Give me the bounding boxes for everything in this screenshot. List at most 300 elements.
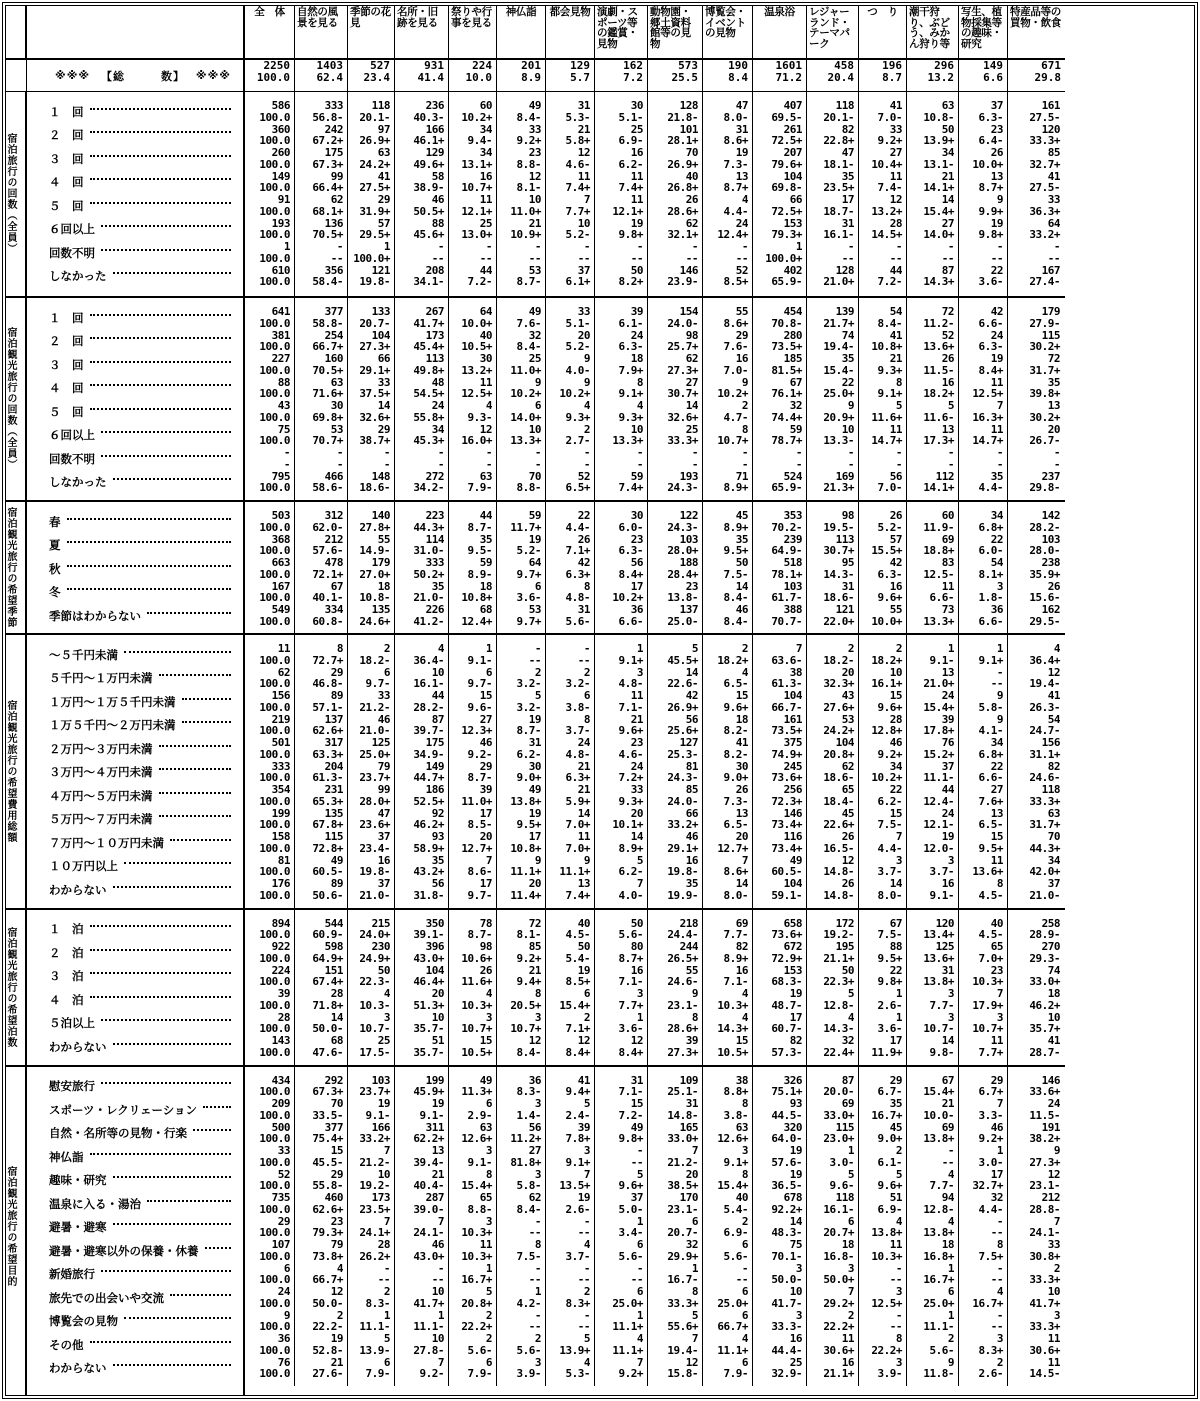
cell-percent: 22.0+ <box>823 614 854 628</box>
cell-count: 8 <box>534 987 541 1001</box>
data-cell <box>245 1356 290 1379</box>
data-cell <box>546 1262 590 1285</box>
cell-percent: 41.2- <box>413 614 444 628</box>
cell-percent: 72.1+ <box>312 567 343 581</box>
cell-percent: 3.6- <box>618 1022 643 1036</box>
data-cell <box>703 241 748 264</box>
cell-percent: 9.2+ <box>516 134 541 148</box>
cell-percent: 8.0- <box>877 888 902 902</box>
data-cell <box>395 170 444 193</box>
cell-count: 47 <box>735 99 748 113</box>
cell-percent: 100.0 <box>259 1155 290 1169</box>
data-cell <box>348 831 390 854</box>
row-label <box>27 604 239 627</box>
data-cell <box>348 423 390 446</box>
data-cell <box>959 470 1003 493</box>
row-label-text: ４万円～５万円未満 <box>49 788 153 803</box>
cell-percent: 22.2+ <box>871 1343 902 1357</box>
data-cell <box>395 1098 444 1121</box>
total-count: 129 <box>570 59 590 72</box>
data-cell <box>807 855 854 878</box>
cell-count: 161 <box>1041 99 1060 113</box>
cell-percent: 13.3+ <box>510 434 541 448</box>
data-cell <box>595 1286 643 1309</box>
data-cell <box>449 918 492 941</box>
cell-percent: 10.7+ <box>972 1022 1003 1036</box>
cell-count: 17 <box>479 806 492 820</box>
cell-count: 5 <box>636 1167 643 1181</box>
data-cell <box>395 737 444 760</box>
data-cell <box>595 878 643 901</box>
cell-percent: 66.7- <box>771 700 802 714</box>
cell-count: 19 <box>528 532 541 546</box>
data-cell <box>753 1333 802 1356</box>
cell-percent: 10.3+ <box>717 998 748 1012</box>
cell-percent: 6.1+ <box>565 275 590 289</box>
cell-percent: 45.5+ <box>667 653 698 667</box>
data-cell <box>348 580 390 603</box>
cell-count: 62 <box>685 352 698 366</box>
data-cell <box>546 580 590 603</box>
cell-percent: 14.7+ <box>972 434 1003 448</box>
cell-count: 137 <box>679 603 698 616</box>
cell-count: 1 <box>383 240 390 254</box>
cell-count: 56 <box>528 1120 541 1134</box>
cell-percent: 100.0 <box>259 975 290 989</box>
cell-count: 50 <box>630 263 643 277</box>
data-cell <box>1008 988 1060 1011</box>
cell-percent: 14.0+ <box>923 228 954 242</box>
data-cell <box>245 831 290 854</box>
cell-percent: 26.7- <box>1029 434 1060 448</box>
cell-percent: 3.9- <box>877 1367 902 1381</box>
data-cell <box>348 1216 390 1239</box>
data-cell <box>546 170 590 193</box>
cell-count: 118 <box>835 1191 854 1205</box>
data-cell <box>703 1286 748 1309</box>
cell-count: 93 <box>431 830 444 844</box>
cell-count: 104 <box>783 877 802 891</box>
data-cell <box>703 1309 748 1332</box>
row-label-text: ３ 回 <box>49 357 84 372</box>
section-row-labels <box>27 92 243 296</box>
cell-percent: 100.0 <box>259 818 290 832</box>
cell-count: 1 <box>283 240 290 254</box>
cell-count: 3 <box>996 1332 1003 1346</box>
leader-dots <box>90 384 232 386</box>
data-cell <box>1008 1122 1060 1145</box>
cell-percent: 43.0+ <box>413 951 444 965</box>
cell-percent: 32.7+ <box>972 1179 1003 1193</box>
cell-count: 10 <box>889 665 902 679</box>
data-cell <box>959 194 1003 217</box>
cell-percent: 67.3+ <box>312 157 343 171</box>
cell-count: 7 <box>1053 1214 1060 1228</box>
data-cell <box>859 1309 902 1332</box>
cell-count: 8 <box>691 1010 698 1024</box>
cell-count: 4 <box>947 1167 954 1181</box>
cell-count: - <box>895 1261 902 1275</box>
cell-percent: 7.5- <box>723 567 748 581</box>
data-cell <box>807 965 854 988</box>
cell-count: 45 <box>735 509 748 523</box>
data-cell <box>959 100 1003 123</box>
cell-count: 5 <box>847 987 854 1001</box>
cell-percent: 20.8+ <box>823 747 854 761</box>
data-cell <box>959 1122 1003 1145</box>
row-label <box>27 714 239 737</box>
cell-count: 26 <box>841 830 854 844</box>
leader-dots <box>90 108 232 110</box>
row-label <box>27 1169 239 1192</box>
cell-count: 212 <box>324 532 343 546</box>
cell-percent: 20.1- <box>359 110 390 124</box>
data-cell <box>907 1169 954 1192</box>
cell-count: 26 <box>889 509 902 523</box>
cell-percent: 45.3+ <box>413 434 444 448</box>
cell-count: 135 <box>371 603 390 616</box>
data-cell <box>703 470 748 493</box>
data-cell <box>295 918 343 941</box>
data-cell <box>245 1239 290 1262</box>
cell-percent: 9.1- <box>929 653 954 667</box>
data-cell <box>449 423 492 446</box>
row-label <box>27 557 239 580</box>
cell-count: 6 <box>741 1285 748 1299</box>
cell-percent: 21.2- <box>359 1155 390 1169</box>
data-cell <box>245 643 290 666</box>
data-cell <box>395 1122 444 1145</box>
total-percent: 13.2 <box>927 70 954 84</box>
data-cell <box>595 1012 643 1035</box>
cell-percent: 6.6- <box>978 614 1003 628</box>
row-label-text: ３ 回 <box>49 151 84 166</box>
data-cell <box>449 1075 492 1098</box>
cell-percent: 29.3- <box>1029 951 1060 965</box>
leader-dots <box>101 1019 231 1021</box>
cell-percent: 13.6+ <box>923 951 954 965</box>
data-cell <box>859 643 902 666</box>
cell-percent: 2.6- <box>978 1367 1003 1381</box>
cell-percent: 6.7- <box>877 1085 902 1099</box>
data-cell <box>907 100 954 123</box>
cell-count: 26 <box>479 963 492 977</box>
cell-percent: - <box>485 457 492 471</box>
cell-percent: 73.8+ <box>312 1249 343 1263</box>
cell-percent: 7.2- <box>618 1108 643 1122</box>
data-cell <box>648 737 698 760</box>
data-cell <box>648 714 698 737</box>
cell-percent: 19.8- <box>359 275 390 289</box>
cell-count: 4 <box>741 665 748 679</box>
cell-count: 354 <box>271 783 290 797</box>
cell-percent: 8.3+ <box>565 1296 590 1310</box>
data-cell <box>595 1239 643 1262</box>
cell-percent: 7.1- <box>618 1085 643 1099</box>
cell-count: 3 <box>895 853 902 867</box>
cell-percent: 18.8+ <box>923 544 954 558</box>
cell-count: 13 <box>941 665 954 679</box>
cell-percent: 18.2+ <box>923 387 954 401</box>
data-cell <box>807 643 854 666</box>
data-cell <box>648 580 698 603</box>
cell-count: 272 <box>425 469 444 483</box>
data-cell <box>546 808 590 831</box>
cell-count: 104 <box>783 689 802 703</box>
cell-percent: 27.6+ <box>823 700 854 714</box>
cell-count: - <box>583 1214 590 1228</box>
data-cell <box>348 329 390 352</box>
cell-count: 41 <box>1047 1034 1060 1048</box>
data-cell <box>753 1356 802 1379</box>
data-cell <box>1008 761 1060 784</box>
data-cell <box>1008 878 1060 901</box>
cell-percent: 100.0 <box>259 771 290 785</box>
cell-percent: 10.3- <box>359 998 390 1012</box>
cell-percent: 31.1+ <box>1029 747 1060 761</box>
column-header-festival: 祭りや行事を見る <box>449 5 497 60</box>
cell-count: - <box>741 240 748 254</box>
table-grid <box>5 5 1195 1396</box>
cell-count: - <box>847 446 854 460</box>
cell-percent: 8.6+ <box>723 316 748 330</box>
cell-count: 68 <box>330 1034 343 1048</box>
cell-percent: 3.2- <box>565 677 590 691</box>
cell-count: 80 <box>630 940 643 954</box>
cell-count: 356 <box>324 263 343 277</box>
cell-percent: 10.0+ <box>461 316 492 330</box>
cell-count: 207 <box>783 146 802 160</box>
data-cell <box>295 1286 343 1309</box>
data-cell <box>807 878 854 901</box>
cell-percent: 11.2- <box>923 316 954 330</box>
data-cell <box>245 376 290 399</box>
total-cell-fishing <box>859 60 907 92</box>
cell-count: 38 <box>735 1073 748 1087</box>
cell-count: 148 <box>371 469 390 483</box>
cell-count: 14 <box>735 579 748 593</box>
cell-percent: 7.9- <box>467 481 492 495</box>
data-cell <box>546 241 590 264</box>
row-label <box>27 170 239 193</box>
cell-percent: 5.8+ <box>565 134 590 148</box>
cell-percent: 3.2- <box>516 700 541 714</box>
row-label <box>27 580 239 603</box>
data-cell <box>703 147 748 170</box>
cell-percent: 22.3+ <box>823 975 854 989</box>
cell-percent: 16.5- <box>823 841 854 855</box>
data-cell <box>807 1098 854 1121</box>
leader-dots <box>101 225 231 227</box>
data-cell <box>1008 714 1060 737</box>
column-header-sketching: 写生、植物採集等の趣味・研究 <box>959 5 1008 60</box>
data-cell <box>753 918 802 941</box>
data-cell <box>907 667 954 690</box>
data-cell <box>295 761 343 784</box>
cell-count: 45 <box>841 806 854 820</box>
data-cell <box>348 100 390 123</box>
cell-percent: 11.5- <box>1029 1108 1060 1122</box>
cell-percent: 9.7- <box>365 677 390 691</box>
cell-count: - <box>336 446 343 460</box>
cell-count: 8 <box>691 1285 698 1299</box>
cell-percent: 4.5- <box>565 928 590 942</box>
row-label-text: 回数不明 <box>49 245 95 260</box>
cell-count: 25 <box>528 352 541 366</box>
cell-percent: 67.8+ <box>312 818 343 832</box>
cell-percent: 8.5+ <box>565 975 590 989</box>
cell-count: 501 <box>271 736 290 750</box>
cell-percent: 100.0 <box>259 1022 290 1036</box>
cell-percent: 9.4+ <box>516 975 541 989</box>
cell-percent: 21.0- <box>359 888 390 902</box>
data-cell <box>295 123 343 146</box>
cell-count: 176 <box>271 877 290 891</box>
total-count: 296 <box>934 59 954 72</box>
cell-percent: 5.8- <box>516 1179 541 1193</box>
data-cell <box>1008 941 1060 964</box>
data-cell <box>753 147 802 170</box>
cell-percent: 70.2- <box>771 520 802 534</box>
cell-count: 678 <box>783 1191 802 1205</box>
cell-percent: 4.0- <box>565 363 590 377</box>
cell-percent: 10.7+ <box>461 181 492 195</box>
data-cell <box>348 714 390 737</box>
cell-percent: 25.0+ <box>359 747 390 761</box>
data-cell <box>959 510 1003 533</box>
cell-count: 6 <box>485 1355 492 1369</box>
cell-percent: 24.2+ <box>359 157 390 171</box>
data-cell <box>648 643 698 666</box>
cell-percent: 11.1- <box>923 1320 954 1334</box>
cell-count: 166 <box>425 122 444 136</box>
cell-percent: 7.7+ <box>618 998 643 1012</box>
data-cell <box>497 1262 541 1285</box>
cell-percent: 7.2+ <box>618 771 643 785</box>
cell-count: 7 <box>636 1355 643 1369</box>
data-cell <box>753 1286 802 1309</box>
cell-percent: 14.8- <box>823 888 854 902</box>
cell-percent: 12.8- <box>923 1202 954 1216</box>
data-cell <box>703 1216 748 1239</box>
data-cell <box>859 100 902 123</box>
cell-count: 460 <box>324 1191 343 1205</box>
cell-count: 39 <box>479 783 492 797</box>
cell-count: 6 <box>741 1355 748 1369</box>
cell-percent: 6.5- <box>978 818 1003 832</box>
cell-count: 19 <box>789 1144 802 1158</box>
data-cell <box>907 918 954 941</box>
cell-count: 212 <box>1041 1191 1060 1205</box>
cell-count: 103 <box>1041 532 1060 546</box>
cell-count: 5 <box>583 1332 590 1346</box>
cell-percent: 100.0 <box>259 157 290 171</box>
cell-count: 87 <box>841 1073 854 1087</box>
cell-count: - <box>636 240 643 254</box>
row-label-column <box>27 92 245 1396</box>
cell-count: 118 <box>835 99 854 113</box>
cell-count: 122 <box>679 509 698 523</box>
cell-percent: 3.7- <box>565 1249 590 1263</box>
cell-count: 25 <box>479 216 492 230</box>
data-cell <box>395 878 444 901</box>
data-cell <box>859 447 902 470</box>
data-cell <box>859 737 902 760</box>
cell-percent: 28.2- <box>413 700 444 714</box>
cell-percent: 5.3- <box>565 110 590 124</box>
cell-count: 34 <box>990 736 1003 750</box>
data-cell <box>807 604 854 627</box>
cell-count: 4 <box>895 1214 902 1228</box>
data-cell <box>449 667 492 690</box>
data-cell <box>295 580 343 603</box>
cell-count: 30 <box>330 399 343 413</box>
cell-percent: 72.8+ <box>312 841 343 855</box>
column-header-meisho: 名所・旧跡を見る <box>395 5 449 60</box>
cell-count: 5 <box>583 1097 590 1111</box>
cell-percent: 10.3+ <box>461 998 492 1012</box>
leader-dots <box>101 431 231 433</box>
data-cell <box>907 533 954 556</box>
cell-count: 46 <box>431 193 444 207</box>
data-cell <box>497 737 541 760</box>
data-cell <box>449 376 492 399</box>
cell-count: 31 <box>841 216 854 230</box>
data-cell <box>959 1012 1003 1035</box>
cell-percent: 100.0 <box>259 794 290 808</box>
cell-percent: 9.9+ <box>978 204 1003 218</box>
data-cell <box>449 306 492 329</box>
cell-percent: 14.9- <box>359 544 390 558</box>
data-cell <box>245 1333 290 1356</box>
cell-count: 22 <box>841 375 854 389</box>
cell-percent: 7.1- <box>618 700 643 714</box>
cell-percent: 18.2- <box>359 653 390 667</box>
cell-percent: 7.0+ <box>565 818 590 832</box>
cell-percent: 33.2+ <box>667 818 698 832</box>
cell-percent: - <box>383 457 390 471</box>
cell-percent: 13.1+ <box>461 157 492 171</box>
data-cell <box>907 1035 954 1058</box>
total-count: 190 <box>728 59 748 72</box>
cell-percent: 57.1- <box>312 700 343 714</box>
data-cell <box>648 1356 698 1379</box>
leader-dots <box>124 1317 231 1319</box>
cell-percent: 21.2- <box>667 1155 698 1169</box>
data-cell <box>907 170 954 193</box>
cell-count: 24 <box>1047 1097 1060 1111</box>
cell-percent: 29.5- <box>1029 614 1060 628</box>
cell-count: 78 <box>479 916 492 930</box>
cell-count: 169 <box>835 469 854 483</box>
cell-count: 67 <box>789 375 802 389</box>
cell-count: - <box>583 240 590 254</box>
total-percent: 8.7 <box>882 70 902 84</box>
leader-dots <box>67 541 232 543</box>
cell-percent: 32.9- <box>771 1367 802 1381</box>
cell-count: 15 <box>479 1034 492 1048</box>
cell-count: 156 <box>1041 736 1060 750</box>
cell-percent: - <box>947 457 954 471</box>
cell-percent: 12.1+ <box>612 204 643 218</box>
cell-percent: 34.9- <box>413 747 444 761</box>
cell-count: 16 <box>889 579 902 593</box>
data-cell <box>595 808 643 831</box>
cell-count: 79 <box>330 1238 343 1252</box>
cell-count: - <box>485 446 492 460</box>
cell-count: 69 <box>841 1097 854 1111</box>
cell-count: 7 <box>437 1355 444 1369</box>
